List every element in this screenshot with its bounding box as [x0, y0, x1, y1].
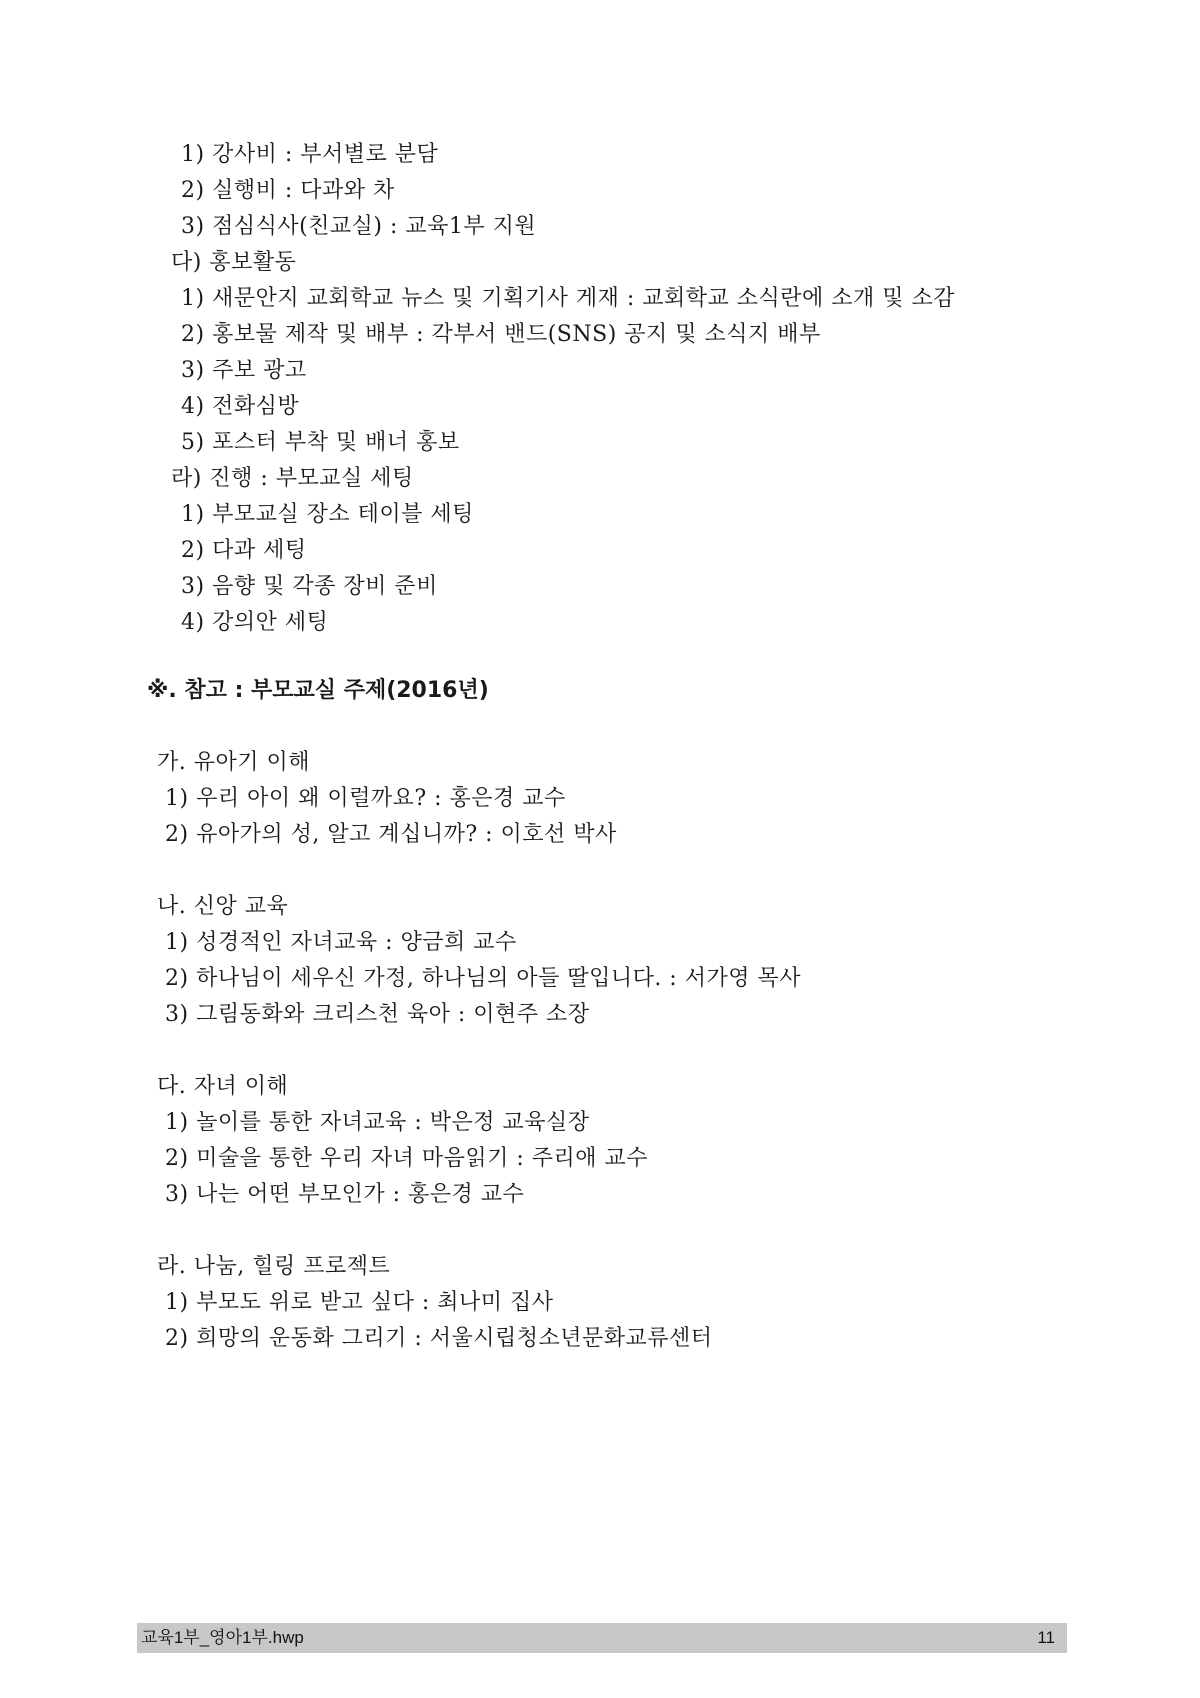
list-item: 1) 성경적인 자녀교육 : 양금희 교수	[165, 930, 517, 955]
setup-title: 라) 진행 : 부모교실 세팅	[171, 466, 414, 491]
page-number: 11	[1037, 1628, 1055, 1647]
page-footer	[137, 1623, 1067, 1653]
list-item: 3) 나는 어떤 부모인가 : 홍은경 교수	[165, 1182, 525, 1207]
list-item: 2) 하나님이 세우신 가정, 하나님의 아들 딸입니다. : 서가영 목사	[165, 966, 801, 991]
group-title-children: 다. 자녀 이해	[157, 1074, 289, 1099]
promotion-item-4: 4) 전화심방	[181, 394, 300, 419]
list-item: 2) 유아가의 성, 알고 계십니까? : 이호선 박사	[165, 822, 617, 847]
list-item: 3) 그림동화와 크리스천 육아 : 이현주 소장	[165, 1002, 590, 1027]
promotion-item-1: 1) 새문안지 교회학교 뉴스 및 기획기사 게재 : 교회학교 소식란에 소개 및 소감	[181, 286, 955, 311]
footer-filename: 교육1부_영아1부.hwp	[141, 1628, 304, 1647]
group-title-faith: 나. 신앙 교육	[157, 894, 289, 919]
setup-item-4: 4) 강의안 세팅	[181, 610, 329, 635]
promotion-title: 다) 홍보활동	[171, 250, 297, 275]
list-item: 1) 우리 아이 왜 이럴까요? : 홍은경 교수	[165, 786, 566, 811]
list-item: 1) 놀이를 통한 자녀교육 : 박은정 교육실장	[165, 1110, 590, 1135]
promotion-item-5: 5) 포스터 부착 및 배너 홍보	[181, 430, 460, 455]
setup-item-3: 3) 음향 및 각종 장비 준비	[181, 574, 438, 599]
list-item: 1) 부모도 위로 받고 싶다 : 최나미 집사	[165, 1290, 554, 1315]
list-item: 2) 미술을 통한 우리 자녀 마음읽기 : 주리애 교수	[165, 1146, 648, 1171]
group-title-infancy: 가. 유아기 이해	[157, 750, 310, 775]
budget-item-2: 2) 실행비 : 다과와 차	[181, 178, 395, 203]
reference-heading: ※. 참고 : 부모교실 주제(2016년)	[147, 678, 489, 703]
budget-item-1: 1) 강사비 : 부서별로 분담	[181, 142, 439, 167]
group-title-healing: 라. 나눔, 힐링 프로젝트	[157, 1254, 391, 1279]
promotion-item-3: 3) 주보 광고	[181, 358, 307, 383]
setup-item-1: 1) 부모교실 장소 테이블 세팅	[181, 502, 474, 527]
promotion-item-2: 2) 홍보물 제작 및 배부 : 각부서 밴드(SNS) 공지 및 소식지 배부	[181, 322, 821, 347]
setup-item-2: 2) 다과 세팅	[181, 538, 307, 563]
budget-item-3: 3) 점심식사(친교실) : 교육1부 지원	[181, 214, 537, 239]
list-item: 2) 희망의 운동화 그리기 : 서울시립청소년문화교류센터	[165, 1326, 713, 1351]
